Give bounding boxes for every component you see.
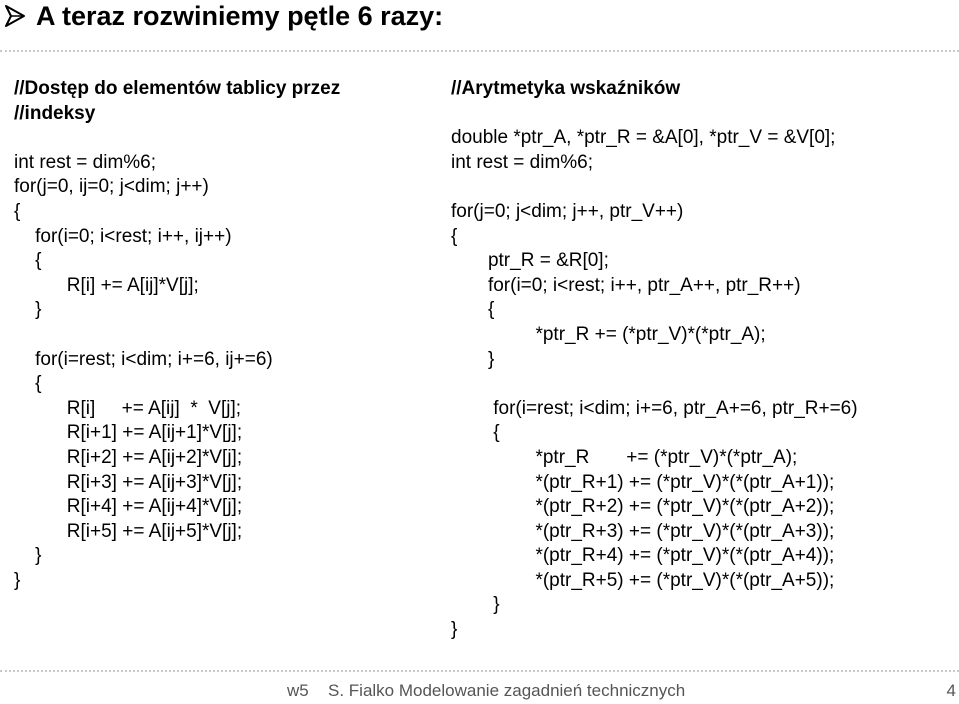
code-line: R[i+1] += A[ij+1]*V[j]; [14, 422, 243, 444]
slide-title: A teraz rozwiniemy pętle 6 razy: [36, 0, 444, 31]
code-line: //Dostęp do elementów tablicy przez [14, 78, 341, 99]
code-line: for(j=0; j<dim; j++, ptr_V++) [451, 200, 684, 222]
code-line: *(ptr_R+4) += (*ptr_V)*(*(ptr_A+4)); [451, 545, 835, 567]
code-line: for(i=0; i<rest; i++, ptr_A++, ptr_R++) [451, 274, 801, 296]
code-line: R[i+5] += A[ij+5]*V[j]; [14, 520, 243, 542]
left-code-block [14, 77, 340, 593]
footer-lecture-id: w5 [287, 681, 309, 700]
code-line: R[i+2] += A[ij+2]*V[j]; [14, 446, 243, 468]
bottom-divider [0, 670, 959, 672]
code-line: R[i+3] += A[ij+3]*V[j]; [14, 471, 243, 493]
code-line [14, 323, 340, 348]
code-line: //Arytmetyka wskaźników [451, 78, 681, 99]
code-line: //indeksy [14, 102, 96, 124]
arrowhead-bullet-icon [4, 4, 26, 28]
code-line: ptr_R = &R[0]; [451, 250, 609, 272]
code-line: } [451, 619, 458, 641]
slide-title-row [4, 0, 443, 32]
code-line: for(i=rest; i<dim; i+=6, ij+=6) [14, 348, 273, 370]
code-line: } [14, 299, 42, 321]
right-code-block [451, 77, 858, 643]
code-line: R[i+4] += A[ij+4]*V[j]; [14, 496, 243, 518]
code-line: *(ptr_R+3) += (*ptr_V)*(*(ptr_A+3)); [451, 520, 835, 542]
code-line: } [451, 348, 495, 370]
code-line: } [451, 594, 500, 616]
code-line: } [14, 545, 42, 567]
code-line: } [14, 569, 21, 591]
code-line: { [451, 422, 500, 444]
code-line [451, 175, 858, 200]
code-line: R[i] += A[ij]*V[j]; [14, 274, 199, 296]
code-line: { [14, 250, 42, 272]
top-divider [0, 50, 959, 52]
code-line: int rest = dim%6; [14, 151, 157, 173]
code-line: int rest = dim%6; [451, 151, 594, 173]
code-line: { [14, 373, 42, 395]
code-line: double *ptr_A, *ptr_R = &A[0], *ptr_V = &V[0]; [451, 127, 836, 149]
code-line [14, 126, 340, 151]
code-line: *(ptr_R+2) += (*ptr_V)*(*(ptr_A+2)); [451, 496, 835, 518]
code-line: { [451, 299, 495, 321]
footer-author-course: S. Fialko Modelowanie zagadnień technicznych [328, 681, 686, 700]
footer-page-number: 4 [946, 681, 956, 700]
code-line [451, 102, 858, 127]
code-line: R[i] += A[ij] * V[j]; [14, 397, 242, 419]
code-line: for(j=0, ij=0; j<dim; j++) [14, 176, 209, 198]
code-line: for(i=0; i<rest; i++, ij++) [14, 225, 232, 247]
code-line: *(ptr_R+1) += (*ptr_V)*(*(ptr_A+1)); [451, 471, 835, 493]
code-line: for(i=rest; i<dim; i+=6, ptr_A+=6, ptr_R+=6) [451, 397, 858, 419]
code-line: { [451, 225, 458, 247]
code-line: *(ptr_R+5) += (*ptr_V)*(*(ptr_A+5)); [451, 569, 835, 591]
code-line: *ptr_R += (*ptr_V)*(*ptr_A); [451, 323, 766, 345]
code-line [451, 372, 858, 397]
code-line: *ptr_R += (*ptr_V)*(*ptr_A); [451, 446, 798, 468]
code-line: { [14, 200, 21, 222]
